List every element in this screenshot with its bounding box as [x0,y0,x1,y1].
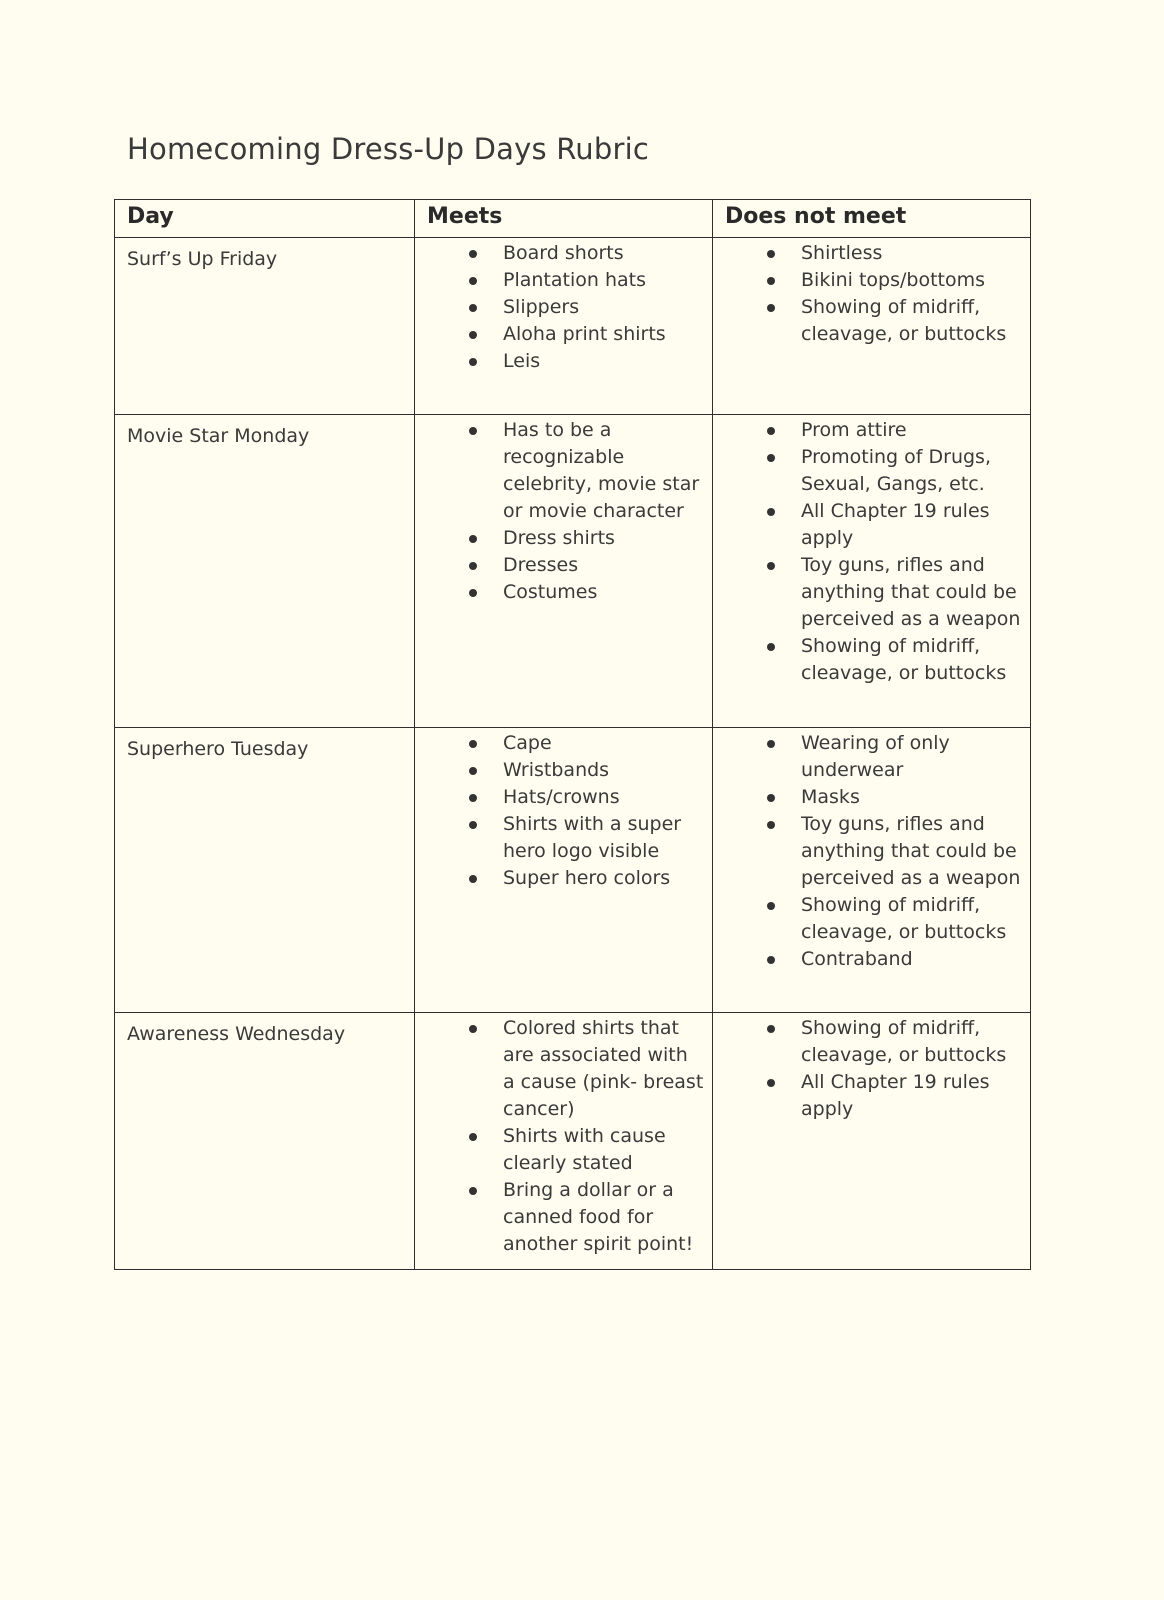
rubric-table [114,199,1031,1270]
list-item: All Chapter 19 rules apply [767,498,1022,552]
page-title: Homecoming Dress-Up Days Rubric [127,132,649,166]
table-row [115,1013,1031,1270]
list-item: Toy guns, rifles and anything that could be perceived as a weapon [767,552,1022,633]
day-cell: Movie Star Monday [115,415,415,728]
meets-cell [415,238,713,415]
meets-list [423,417,704,606]
list-item: Cape [469,730,704,757]
list-item: All Chapter 19 rules apply [767,1069,1022,1123]
list-item: Aloha print shirts [469,321,704,348]
list-item: Showing of midriff, cleavage, or buttocks [767,1015,1022,1069]
table-row [115,728,1031,1013]
list-item: Wearing of only underwear [767,730,1022,784]
meets-list [423,730,704,892]
meets-list [423,1015,704,1258]
list-item: Shirts with a super hero logo visible [469,811,704,865]
does-not-meet-cell [713,415,1031,728]
table-row [115,238,1031,415]
does-not-meet-list [721,417,1022,687]
header-row [115,200,1031,238]
list-item: Masks [767,784,1022,811]
day-cell: Surf’s Up Friday [115,238,415,415]
meets-cell [415,728,713,1013]
list-item: Showing of midriff, cleavage, or buttocks [767,633,1022,687]
does-not-meet-cell [713,728,1031,1013]
day-cell: Superhero Tuesday [115,728,415,1013]
list-item: Prom attire [767,417,1022,444]
list-item: Has to be a recognizable celebrity, movie star or movie character [469,417,704,525]
day-cell: Awareness Wednesday [115,1013,415,1270]
list-item: Leis [469,348,704,375]
meets-cell [415,415,713,728]
does-not-meet-list [721,1015,1022,1123]
list-item: Wristbands [469,757,704,784]
list-item: Dresses [469,552,704,579]
header-meets: Meets [415,200,713,238]
does-not-meet-list [721,730,1022,973]
list-item: Toy guns, rifles and anything that could be perceived as a weapon [767,811,1022,892]
list-item: Colored shirts that are associated with a cause (pink- breast cancer) [469,1015,704,1123]
header-does-not-meet: Does not meet [713,200,1031,238]
meets-list [423,240,704,375]
meets-cell [415,1013,713,1270]
list-item: Board shorts [469,240,704,267]
list-item: Costumes [469,579,704,606]
list-item: Contraband [767,946,1022,973]
list-item: Bring a dollar or a canned food for another spirit point! [469,1177,704,1258]
does-not-meet-list [721,240,1022,348]
list-item: Shirts with cause clearly stated [469,1123,704,1177]
header-day: Day [115,200,415,238]
does-not-meet-cell [713,1013,1031,1270]
list-item: Super hero colors [469,865,704,892]
list-item: Plantation hats [469,267,704,294]
list-item: Hats/crowns [469,784,704,811]
list-item: Promoting of Drugs, Sexual, Gangs, etc. [767,444,1022,498]
does-not-meet-cell [713,238,1031,415]
list-item: Shirtless [767,240,1022,267]
list-item: Slippers [469,294,704,321]
table-row [115,415,1031,728]
list-item: Dress shirts [469,525,704,552]
list-item: Bikini tops/bottoms [767,267,1022,294]
list-item: Showing of midriff, cleavage, or buttocks [767,294,1022,348]
list-item: Showing of midriff, cleavage, or buttocks [767,892,1022,946]
